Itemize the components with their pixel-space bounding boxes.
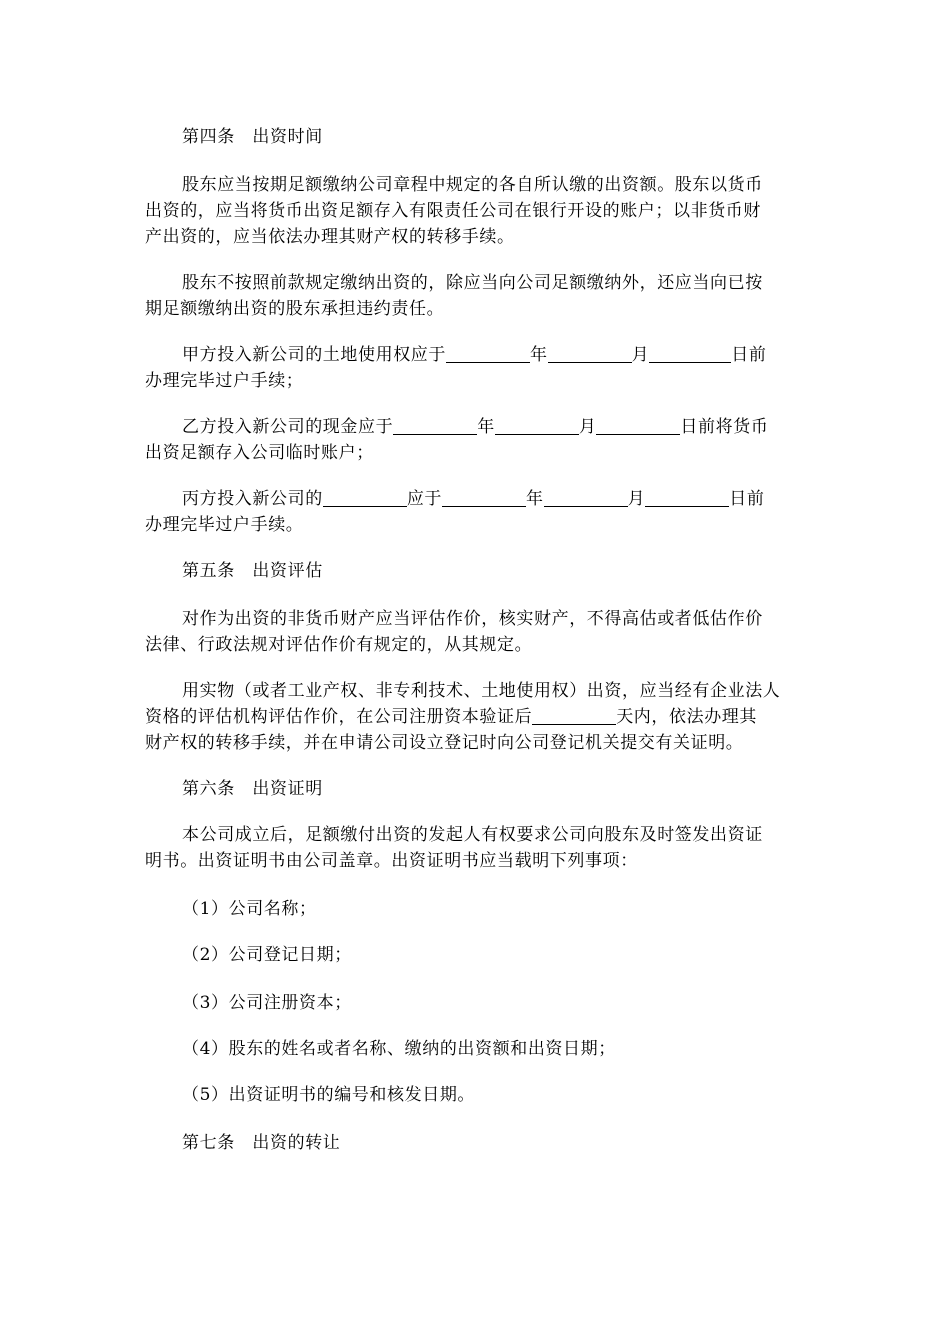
list-item: （3）公司注册资本； xyxy=(182,993,352,1013)
article4-p5-line2: 办理完毕过户手续。 xyxy=(145,515,304,535)
blank-field[interactable] xyxy=(323,488,407,507)
article4-p5-line1 xyxy=(182,488,764,510)
article5-heading: 第五条 出资评估 xyxy=(182,561,323,581)
article5-p1-line2: 法律、行政法规对评估作价有规定的，从其规定。 xyxy=(145,635,533,655)
article4-p4-line2: 出资足额存入公司临时账户； xyxy=(145,443,374,463)
blank-field[interactable] xyxy=(649,344,731,363)
list-item: （2）公司登记日期； xyxy=(182,945,352,965)
blank-field[interactable] xyxy=(645,488,729,507)
article4-p3-line2: 办理完毕过户手续； xyxy=(145,371,304,391)
day-label: 日前将货币 xyxy=(680,417,769,437)
month-label: 月 xyxy=(631,345,650,365)
article5-p1-line1: 对作为出资的非货币财产应当评估作价，核实财产，不得高估或者低估作价 xyxy=(182,609,763,629)
year-label: 年 xyxy=(477,417,495,437)
p5-text-b: 应于 xyxy=(406,489,443,509)
article4-p4-line1 xyxy=(182,416,768,438)
year-label: 年 xyxy=(530,345,548,365)
blank-field[interactable] xyxy=(446,344,530,363)
p3-text: 甲方投入新公司的土地使用权应于 xyxy=(182,345,446,365)
article4-heading: 第四条 出资时间 xyxy=(182,127,323,147)
article5-p2-line2 xyxy=(145,706,757,728)
year-label: 年 xyxy=(526,489,544,509)
article4-p1-line1: 股东应当按期足额缴纳公司章程中规定的各自所认缴的出资额。股东以货币 xyxy=(182,175,763,195)
article6-p1-line1: 本公司成立后，足额缴付出资的发起人有权要求公司向股东及时签发出资证 xyxy=(182,825,763,845)
month-label: 月 xyxy=(627,489,646,509)
blank-field[interactable] xyxy=(393,416,477,435)
p4-text: 乙方投入新公司的现金应于 xyxy=(182,417,394,437)
article4-p2-line2: 期足额缴纳出资的股东承担违约责任。 xyxy=(145,299,445,319)
list-item: （4）股东的姓名或者名称、缴纳的出资额和出资日期； xyxy=(182,1039,616,1059)
blank-field[interactable] xyxy=(442,488,526,507)
p5-text: 丙方投入新公司的 xyxy=(182,489,323,509)
blank-field[interactable] xyxy=(596,416,680,435)
article6-heading: 第六条 出资证明 xyxy=(182,779,323,799)
day-label: 日前 xyxy=(731,345,767,365)
blank-field[interactable] xyxy=(548,344,632,363)
article4-p1-line2: 出资的，应当将货币出资足额存入有限责任公司在银行开设的账户；以非货币财 xyxy=(145,201,761,221)
month-label: 月 xyxy=(578,417,597,437)
list-item: （5）出资证明书的编号和核发日期。 xyxy=(182,1085,476,1105)
blank-field[interactable] xyxy=(544,488,628,507)
article5-p2-line3: 财产权的转移手续，并在申请公司设立登记时向公司登记机关提交有关证明。 xyxy=(145,733,744,753)
blank-field[interactable] xyxy=(495,416,579,435)
list-item: （1）公司名称； xyxy=(182,899,317,919)
p2-text: 资格的评估机构评估作价，在公司注册资本验证后 xyxy=(145,707,533,727)
article7-heading: 第七条 出资的转让 xyxy=(182,1133,341,1153)
article5-p2-line1: 用实物（或者工业产权、非专利技术、土地使用权）出资，应当经有企业法人 xyxy=(182,681,781,701)
article4-p1-line3: 产出资的，应当依法办理其财产权的转移手续。 xyxy=(145,227,515,247)
article4-p3-line1 xyxy=(182,344,766,366)
blank-field[interactable] xyxy=(532,706,616,725)
p2-text-b: 天内，依法办理其 xyxy=(616,707,758,727)
article6-p1-line2: 明书。出资证明书由公司盖章。出资证明书应当载明下列事项： xyxy=(145,851,638,871)
day-label: 日前 xyxy=(729,489,765,509)
article4-p2-line1: 股东不按照前款规定缴纳出资的，除应当向公司足额缴纳外，还应当向已按 xyxy=(182,273,763,293)
